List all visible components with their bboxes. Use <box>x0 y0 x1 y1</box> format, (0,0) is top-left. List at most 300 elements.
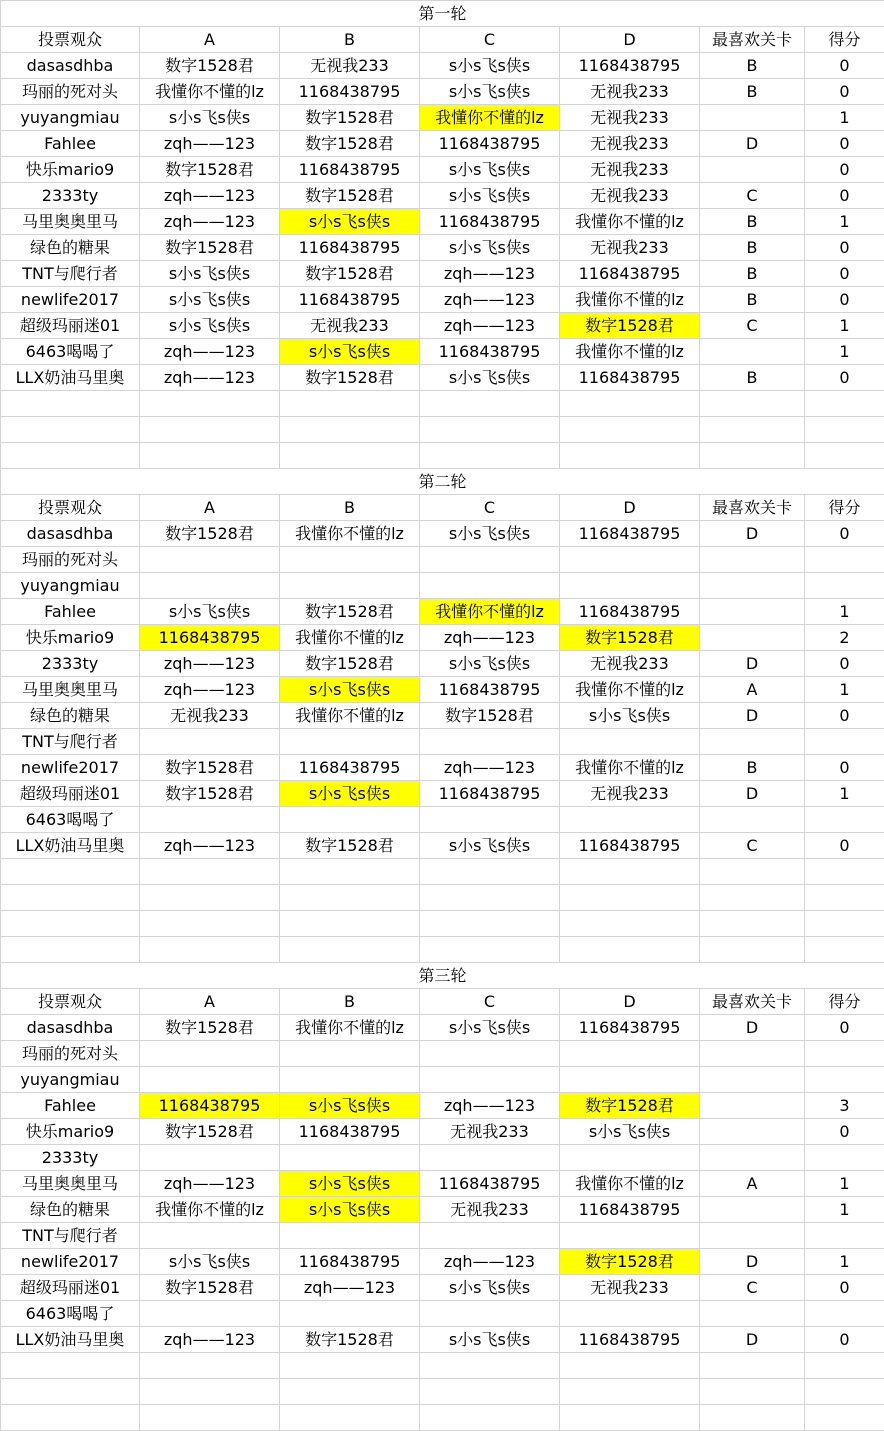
cell-score[interactable] <box>805 573 884 599</box>
cell-choice-b[interactable]: 数字1528君 <box>280 365 420 391</box>
cell-choice-c[interactable]: zqh——123 <box>420 261 560 287</box>
cell-choice-b[interactable] <box>280 807 420 833</box>
cell-voter-name[interactable]: 超级玛丽迷01 <box>1 781 140 807</box>
empty-cell[interactable] <box>805 1379 884 1405</box>
empty-cell[interactable] <box>700 859 805 885</box>
cell-favorite-level[interactable]: C <box>700 183 805 209</box>
cell-choice-c[interactable]: zqh——123 <box>420 1249 560 1275</box>
empty-cell[interactable] <box>1 1353 140 1379</box>
cell-score[interactable]: 1 <box>805 1249 884 1275</box>
empty-cell[interactable] <box>560 391 700 417</box>
cell-favorite-level[interactable] <box>700 599 805 625</box>
cell-voter-name[interactable]: 6463喝喝了 <box>1 1301 140 1327</box>
empty-cell[interactable] <box>1 417 140 443</box>
cell-choice-b[interactable] <box>280 729 420 755</box>
cell-choice-c[interactable]: 1168438795 <box>420 1171 560 1197</box>
cell-choice-b[interactable]: 1168438795 <box>280 1249 420 1275</box>
cell-choice-d[interactable]: 无视我233 <box>560 651 700 677</box>
cell-voter-name[interactable]: yuyangmiau <box>1 1067 140 1093</box>
empty-cell[interactable] <box>280 885 420 911</box>
empty-cell[interactable] <box>560 911 700 937</box>
cell-choice-a[interactable]: zqh——123 <box>140 677 280 703</box>
cell-voter-name[interactable]: 超级玛丽迷01 <box>1 313 140 339</box>
cell-choice-b[interactable]: 1168438795 <box>280 235 420 261</box>
cell-favorite-level[interactable]: B <box>700 261 805 287</box>
empty-cell[interactable] <box>1 1379 140 1405</box>
cell-score[interactable]: 1 <box>805 677 884 703</box>
cell-voter-name[interactable]: 玛丽的死对头 <box>1 547 140 573</box>
cell-choice-a[interactable]: zqh——123 <box>140 339 280 365</box>
column-header-voter-name[interactable]: 投票观众 <box>1 989 140 1015</box>
empty-cell[interactable] <box>1 443 140 469</box>
cell-choice-b[interactable] <box>280 573 420 599</box>
cell-voter-name[interactable]: 马里奥奥里马 <box>1 209 140 235</box>
empty-cell[interactable] <box>560 937 700 963</box>
cell-choice-a[interactable]: s小s飞s侠s <box>140 105 280 131</box>
cell-choice-b[interactable]: 数字1528君 <box>280 183 420 209</box>
cell-choice-a[interactable]: 数字1528君 <box>140 53 280 79</box>
cell-choice-a[interactable] <box>140 573 280 599</box>
empty-cell[interactable] <box>140 1405 280 1431</box>
cell-favorite-level[interactable] <box>700 1119 805 1145</box>
cell-choice-d[interactable]: 无视我233 <box>560 105 700 131</box>
cell-score[interactable]: 1 <box>805 339 884 365</box>
cell-choice-b[interactable]: s小s飞s侠s <box>280 1197 420 1223</box>
cell-score[interactable]: 0 <box>805 1015 884 1041</box>
cell-choice-b[interactable]: s小s飞s侠s <box>280 677 420 703</box>
column-header-favorite-level[interactable]: 最喜欢关卡 <box>700 27 805 53</box>
empty-cell[interactable] <box>805 937 884 963</box>
empty-cell[interactable] <box>700 1405 805 1431</box>
empty-cell[interactable] <box>700 417 805 443</box>
cell-choice-c[interactable] <box>420 1041 560 1067</box>
cell-favorite-level[interactable]: B <box>700 53 805 79</box>
cell-score[interactable]: 0 <box>805 235 884 261</box>
empty-cell[interactable] <box>420 911 560 937</box>
cell-favorite-level[interactable] <box>700 1223 805 1249</box>
cell-choice-d[interactable]: 1168438795 <box>560 261 700 287</box>
empty-cell[interactable] <box>1 391 140 417</box>
cell-favorite-level[interactable]: D <box>700 131 805 157</box>
empty-cell[interactable] <box>140 1379 280 1405</box>
cell-choice-d[interactable]: s小s飞s侠s <box>560 703 700 729</box>
cell-choice-d[interactable]: 数字1528君 <box>560 625 700 651</box>
empty-cell[interactable] <box>805 1405 884 1431</box>
empty-cell[interactable] <box>420 885 560 911</box>
cell-choice-b[interactable]: 我懂你不懂的lz <box>280 703 420 729</box>
cell-choice-c[interactable]: 我懂你不懂的lz <box>420 599 560 625</box>
cell-choice-a[interactable]: s小s飞s侠s <box>140 1249 280 1275</box>
cell-choice-d[interactable]: 我懂你不懂的lz <box>560 209 700 235</box>
cell-choice-a[interactable] <box>140 1223 280 1249</box>
cell-score[interactable]: 1 <box>805 209 884 235</box>
column-header-choice-c[interactable]: C <box>420 989 560 1015</box>
column-header-voter-name[interactable]: 投票观众 <box>1 495 140 521</box>
cell-choice-d[interactable]: 无视我233 <box>560 235 700 261</box>
cell-choice-a[interactable]: zqh——123 <box>140 209 280 235</box>
cell-score[interactable]: 0 <box>805 79 884 105</box>
column-header-choice-d[interactable]: D <box>560 495 700 521</box>
cell-score[interactable]: 0 <box>805 157 884 183</box>
cell-voter-name[interactable]: Fahlee <box>1 1093 140 1119</box>
cell-choice-d[interactable] <box>560 729 700 755</box>
empty-cell[interactable] <box>1 859 140 885</box>
cell-choice-c[interactable] <box>420 1067 560 1093</box>
empty-cell[interactable] <box>805 911 884 937</box>
column-header-favorite-level[interactable]: 最喜欢关卡 <box>700 989 805 1015</box>
cell-choice-d[interactable]: 我懂你不懂的lz <box>560 339 700 365</box>
cell-favorite-level[interactable]: A <box>700 677 805 703</box>
empty-cell[interactable] <box>280 859 420 885</box>
empty-cell[interactable] <box>1 911 140 937</box>
column-header-score[interactable]: 得分 <box>805 989 884 1015</box>
cell-score[interactable] <box>805 1067 884 1093</box>
cell-choice-b[interactable]: s小s飞s侠s <box>280 781 420 807</box>
cell-voter-name[interactable]: dasasdhba <box>1 1015 140 1041</box>
cell-score[interactable]: 0 <box>805 261 884 287</box>
empty-cell[interactable] <box>420 1379 560 1405</box>
empty-cell[interactable] <box>1 1405 140 1431</box>
cell-favorite-level[interactable] <box>700 1197 805 1223</box>
cell-choice-c[interactable]: s小s飞s侠s <box>420 157 560 183</box>
column-header-choice-b[interactable]: B <box>280 989 420 1015</box>
empty-cell[interactable] <box>700 1353 805 1379</box>
cell-choice-b[interactable]: 数字1528君 <box>280 651 420 677</box>
cell-voter-name[interactable]: LLX奶油马里奥 <box>1 833 140 859</box>
cell-choice-b[interactable]: 1168438795 <box>280 755 420 781</box>
column-header-favorite-level[interactable]: 最喜欢关卡 <box>700 495 805 521</box>
cell-choice-c[interactable] <box>420 729 560 755</box>
cell-choice-a[interactable]: 我懂你不懂的lz <box>140 79 280 105</box>
cell-voter-name[interactable]: TNT与爬行者 <box>1 1223 140 1249</box>
cell-choice-a[interactable]: zqh——123 <box>140 183 280 209</box>
cell-choice-d[interactable]: 无视我233 <box>560 79 700 105</box>
empty-cell[interactable] <box>560 885 700 911</box>
cell-voter-name[interactable]: 快乐mario9 <box>1 157 140 183</box>
cell-choice-c[interactable]: zqh——123 <box>420 625 560 651</box>
empty-cell[interactable] <box>805 391 884 417</box>
cell-choice-b[interactable]: 数字1528君 <box>280 833 420 859</box>
cell-voter-name[interactable]: dasasdhba <box>1 521 140 547</box>
cell-favorite-level[interactable] <box>700 1093 805 1119</box>
cell-choice-b[interactable] <box>280 1067 420 1093</box>
cell-score[interactable]: 1 <box>805 781 884 807</box>
cell-choice-d[interactable]: 数字1528君 <box>560 313 700 339</box>
cell-score[interactable] <box>805 547 884 573</box>
cell-choice-a[interactable]: zqh——123 <box>140 1171 280 1197</box>
cell-choice-c[interactable]: zqh——123 <box>420 287 560 313</box>
cell-choice-b[interactable]: 我懂你不懂的lz <box>280 521 420 547</box>
empty-cell[interactable] <box>560 417 700 443</box>
cell-score[interactable] <box>805 1223 884 1249</box>
cell-favorite-level[interactable]: D <box>700 1327 805 1353</box>
cell-score[interactable] <box>805 1041 884 1067</box>
cell-choice-a[interactable]: zqh——123 <box>140 833 280 859</box>
cell-score[interactable]: 0 <box>805 183 884 209</box>
cell-voter-name[interactable]: newlife2017 <box>1 755 140 781</box>
cell-choice-a[interactable]: 数字1528君 <box>140 1119 280 1145</box>
empty-cell[interactable] <box>280 937 420 963</box>
cell-choice-c[interactable]: s小s飞s侠s <box>420 521 560 547</box>
column-header-choice-a[interactable]: A <box>140 989 280 1015</box>
column-header-score[interactable]: 得分 <box>805 495 884 521</box>
cell-choice-c[interactable]: 1168438795 <box>420 209 560 235</box>
cell-choice-d[interactable]: 1168438795 <box>560 521 700 547</box>
cell-choice-a[interactable]: 无视我233 <box>140 703 280 729</box>
cell-choice-a[interactable]: 数字1528君 <box>140 157 280 183</box>
empty-cell[interactable] <box>805 443 884 469</box>
cell-choice-a[interactable]: zqh——123 <box>140 1327 280 1353</box>
cell-choice-a[interactable]: 数字1528君 <box>140 781 280 807</box>
cell-favorite-level[interactable] <box>700 547 805 573</box>
cell-choice-d[interactable]: 1168438795 <box>560 1197 700 1223</box>
empty-cell[interactable] <box>420 937 560 963</box>
cell-choice-c[interactable]: 1168438795 <box>420 781 560 807</box>
cell-score[interactable]: 1 <box>805 599 884 625</box>
cell-score[interactable]: 1 <box>805 105 884 131</box>
cell-choice-c[interactable]: s小s飞s侠s <box>420 53 560 79</box>
cell-favorite-level[interactable]: C <box>700 1275 805 1301</box>
cell-choice-a[interactable] <box>140 1041 280 1067</box>
cell-choice-c[interactable] <box>420 807 560 833</box>
cell-score[interactable]: 0 <box>805 651 884 677</box>
cell-choice-b[interactable]: 数字1528君 <box>280 131 420 157</box>
empty-cell[interactable] <box>700 391 805 417</box>
cell-score[interactable] <box>805 1145 884 1171</box>
cell-choice-a[interactable]: 1168438795 <box>140 1093 280 1119</box>
cell-choice-b[interactable]: 数字1528君 <box>280 261 420 287</box>
cell-favorite-level[interactable] <box>700 625 805 651</box>
column-header-choice-a[interactable]: A <box>140 27 280 53</box>
cell-choice-a[interactable] <box>140 1301 280 1327</box>
cell-choice-c[interactable]: 1168438795 <box>420 339 560 365</box>
cell-favorite-level[interactable]: D <box>700 1249 805 1275</box>
cell-choice-b[interactable] <box>280 547 420 573</box>
cell-choice-a[interactable]: zqh——123 <box>140 651 280 677</box>
cell-choice-b[interactable]: s小s飞s侠s <box>280 339 420 365</box>
empty-cell[interactable] <box>140 859 280 885</box>
cell-voter-name[interactable]: Fahlee <box>1 131 140 157</box>
column-header-voter-name[interactable]: 投票观众 <box>1 27 140 53</box>
empty-cell[interactable] <box>140 417 280 443</box>
cell-choice-c[interactable] <box>420 1301 560 1327</box>
empty-cell[interactable] <box>700 937 805 963</box>
cell-score[interactable]: 0 <box>805 521 884 547</box>
column-header-choice-d[interactable]: D <box>560 989 700 1015</box>
cell-choice-a[interactable] <box>140 729 280 755</box>
cell-choice-d[interactable]: 1168438795 <box>560 1015 700 1041</box>
empty-cell[interactable] <box>700 443 805 469</box>
cell-choice-d[interactable] <box>560 1145 700 1171</box>
round-title[interactable]: 第二轮 <box>1 469 884 495</box>
cell-favorite-level[interactable]: C <box>700 313 805 339</box>
empty-cell[interactable] <box>700 911 805 937</box>
column-header-choice-d[interactable]: D <box>560 27 700 53</box>
cell-favorite-level[interactable]: D <box>700 781 805 807</box>
empty-cell[interactable] <box>280 417 420 443</box>
empty-cell[interactable] <box>700 1379 805 1405</box>
cell-favorite-level[interactable] <box>700 105 805 131</box>
cell-choice-b[interactable]: 无视我233 <box>280 313 420 339</box>
cell-choice-a[interactable]: 数字1528君 <box>140 1015 280 1041</box>
cell-choice-a[interactable]: 数字1528君 <box>140 1275 280 1301</box>
cell-choice-d[interactable]: 1168438795 <box>560 365 700 391</box>
empty-cell[interactable] <box>420 443 560 469</box>
cell-voter-name[interactable]: 绿色的糖果 <box>1 235 140 261</box>
cell-choice-a[interactable]: 1168438795 <box>140 625 280 651</box>
empty-cell[interactable] <box>420 859 560 885</box>
cell-favorite-level[interactable]: D <box>700 1015 805 1041</box>
cell-score[interactable]: 0 <box>805 131 884 157</box>
empty-cell[interactable] <box>805 885 884 911</box>
cell-choice-b[interactable]: zqh——123 <box>280 1275 420 1301</box>
cell-voter-name[interactable]: 6463喝喝了 <box>1 807 140 833</box>
cell-voter-name[interactable]: TNT与爬行者 <box>1 729 140 755</box>
cell-favorite-level[interactable] <box>700 1067 805 1093</box>
cell-choice-c[interactable] <box>420 1145 560 1171</box>
cell-choice-b[interactable]: 1168438795 <box>280 287 420 313</box>
cell-choice-c[interactable] <box>420 547 560 573</box>
empty-cell[interactable] <box>140 391 280 417</box>
cell-favorite-level[interactable] <box>700 157 805 183</box>
empty-cell[interactable] <box>420 1353 560 1379</box>
cell-choice-d[interactable] <box>560 807 700 833</box>
cell-choice-c[interactable]: 无视我233 <box>420 1119 560 1145</box>
cell-choice-c[interactable]: s小s飞s侠s <box>420 833 560 859</box>
cell-choice-d[interactable]: 数字1528君 <box>560 1249 700 1275</box>
cell-voter-name[interactable]: 马里奥奥里马 <box>1 677 140 703</box>
cell-voter-name[interactable]: LLX奶油马里奥 <box>1 365 140 391</box>
cell-choice-c[interactable]: 1168438795 <box>420 677 560 703</box>
cell-choice-d[interactable]: 1168438795 <box>560 599 700 625</box>
cell-voter-name[interactable]: 快乐mario9 <box>1 625 140 651</box>
cell-choice-c[interactable]: 数字1528君 <box>420 703 560 729</box>
empty-cell[interactable] <box>420 1405 560 1431</box>
empty-cell[interactable] <box>805 859 884 885</box>
cell-favorite-level[interactable]: D <box>700 521 805 547</box>
cell-choice-c[interactable]: zqh——123 <box>420 755 560 781</box>
cell-choice-b[interactable]: 数字1528君 <box>280 599 420 625</box>
cell-choice-c[interactable]: s小s飞s侠s <box>420 1275 560 1301</box>
cell-choice-a[interactable] <box>140 1067 280 1093</box>
column-header-score[interactable]: 得分 <box>805 27 884 53</box>
cell-choice-b[interactable] <box>280 1041 420 1067</box>
cell-favorite-level[interactable]: A <box>700 1171 805 1197</box>
cell-choice-c[interactable]: zqh——123 <box>420 313 560 339</box>
cell-choice-d[interactable]: 1168438795 <box>560 1327 700 1353</box>
cell-choice-b[interactable]: s小s飞s侠s <box>280 1171 420 1197</box>
cell-choice-d[interactable]: 无视我233 <box>560 183 700 209</box>
cell-favorite-level[interactable]: B <box>700 79 805 105</box>
cell-score[interactable]: 0 <box>805 1327 884 1353</box>
cell-choice-a[interactable]: zqh——123 <box>140 131 280 157</box>
cell-choice-d[interactable]: 我懂你不懂的lz <box>560 677 700 703</box>
column-header-choice-b[interactable]: B <box>280 495 420 521</box>
cell-choice-d[interactable] <box>560 573 700 599</box>
cell-favorite-level[interactable]: D <box>700 703 805 729</box>
cell-choice-b[interactable] <box>280 1301 420 1327</box>
empty-cell[interactable] <box>560 1353 700 1379</box>
cell-favorite-level[interactable]: D <box>700 651 805 677</box>
cell-choice-d[interactable]: 我懂你不懂的lz <box>560 287 700 313</box>
cell-favorite-level[interactable]: B <box>700 209 805 235</box>
cell-choice-a[interactable]: zqh——123 <box>140 365 280 391</box>
empty-cell[interactable] <box>420 417 560 443</box>
empty-cell[interactable] <box>805 417 884 443</box>
cell-choice-c[interactable]: s小s飞s侠s <box>420 183 560 209</box>
cell-choice-b[interactable] <box>280 1223 420 1249</box>
cell-choice-b[interactable]: 1168438795 <box>280 1119 420 1145</box>
cell-choice-a[interactable]: 数字1528君 <box>140 235 280 261</box>
cell-favorite-level[interactable] <box>700 1041 805 1067</box>
cell-choice-c[interactable]: s小s飞s侠s <box>420 1015 560 1041</box>
cell-score[interactable]: 0 <box>805 365 884 391</box>
empty-cell[interactable] <box>140 1353 280 1379</box>
cell-choice-b[interactable]: 我懂你不懂的lz <box>280 625 420 651</box>
cell-choice-b[interactable]: s小s飞s侠s <box>280 209 420 235</box>
cell-voter-name[interactable]: 玛丽的死对头 <box>1 1041 140 1067</box>
empty-cell[interactable] <box>280 391 420 417</box>
cell-favorite-level[interactable] <box>700 339 805 365</box>
column-header-choice-b[interactable]: B <box>280 27 420 53</box>
cell-score[interactable] <box>805 729 884 755</box>
empty-cell[interactable] <box>420 391 560 417</box>
empty-cell[interactable] <box>280 1353 420 1379</box>
cell-favorite-level[interactable]: B <box>700 235 805 261</box>
empty-cell[interactable] <box>805 1353 884 1379</box>
cell-choice-c[interactable]: s小s飞s侠s <box>420 79 560 105</box>
cell-score[interactable]: 3 <box>805 1093 884 1119</box>
cell-score[interactable]: 2 <box>805 625 884 651</box>
cell-favorite-level[interactable]: B <box>700 365 805 391</box>
cell-choice-c[interactable]: s小s飞s侠s <box>420 235 560 261</box>
column-header-choice-c[interactable]: C <box>420 27 560 53</box>
round-title[interactable]: 第三轮 <box>1 963 884 989</box>
cell-favorite-level[interactable] <box>700 1145 805 1171</box>
cell-choice-d[interactable] <box>560 1041 700 1067</box>
cell-choice-d[interactable]: 我懂你不懂的lz <box>560 755 700 781</box>
cell-choice-a[interactable]: s小s飞s侠s <box>140 261 280 287</box>
cell-choice-c[interactable] <box>420 573 560 599</box>
cell-choice-b[interactable]: s小s飞s侠s <box>280 1093 420 1119</box>
empty-cell[interactable] <box>560 1405 700 1431</box>
cell-choice-d[interactable]: 无视我233 <box>560 157 700 183</box>
cell-choice-c[interactable] <box>420 1223 560 1249</box>
cell-score[interactable]: 0 <box>805 1275 884 1301</box>
cell-favorite-level[interactable]: B <box>700 287 805 313</box>
column-header-choice-a[interactable]: A <box>140 495 280 521</box>
column-header-choice-c[interactable]: C <box>420 495 560 521</box>
cell-score[interactable]: 1 <box>805 313 884 339</box>
cell-score[interactable]: 0 <box>805 755 884 781</box>
empty-cell[interactable] <box>560 1379 700 1405</box>
cell-voter-name[interactable]: LLX奶油马里奥 <box>1 1327 140 1353</box>
cell-voter-name[interactable]: 超级玛丽迷01 <box>1 1275 140 1301</box>
cell-score[interactable]: 0 <box>805 287 884 313</box>
empty-cell[interactable] <box>140 443 280 469</box>
empty-cell[interactable] <box>280 1379 420 1405</box>
empty-cell[interactable] <box>1 885 140 911</box>
cell-voter-name[interactable]: yuyangmiau <box>1 573 140 599</box>
cell-choice-b[interactable]: 数字1528君 <box>280 105 420 131</box>
empty-cell[interactable] <box>1 937 140 963</box>
cell-voter-name[interactable]: 6463喝喝了 <box>1 339 140 365</box>
cell-choice-a[interactable] <box>140 1145 280 1171</box>
cell-score[interactable]: 0 <box>805 1119 884 1145</box>
empty-cell[interactable] <box>280 1405 420 1431</box>
cell-choice-a[interactable]: 数字1528君 <box>140 755 280 781</box>
cell-voter-name[interactable]: 2333ty <box>1 651 140 677</box>
